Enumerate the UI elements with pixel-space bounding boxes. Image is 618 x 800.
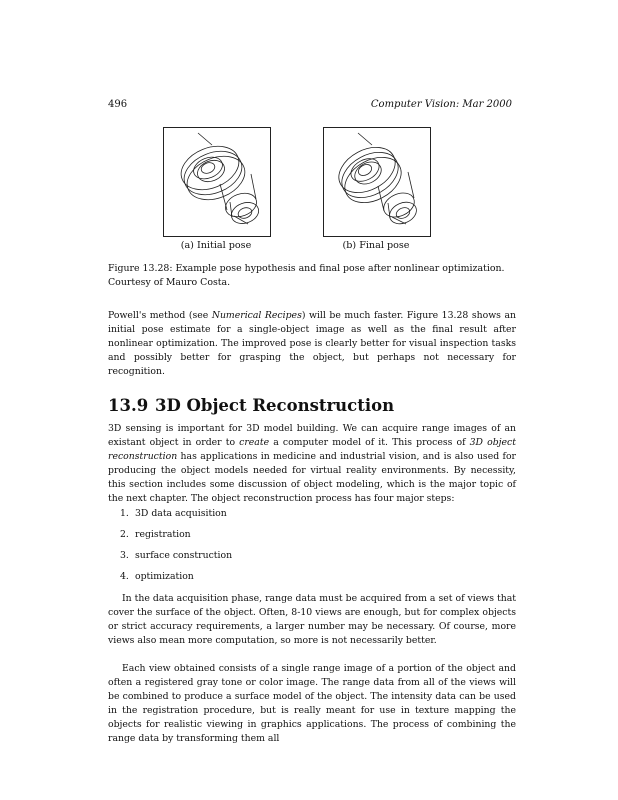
object-drawing-initial [164, 128, 270, 236]
subcaption-final-pose: (b) Final pose [342, 240, 410, 251]
list-item: 1. 3D data acquisition [120, 508, 227, 519]
powell-paragraph: Powell's method (see Numerical Recipes) will be much faster. Figure 13.28 shows an initial pose estimate for a single-object image as well as the final result after nonlinear optimization. The improved pose is clearly better for visual inspection tasks and possibly better for grasping the object, but perhaps not necessary for recognition. [108, 310, 516, 377]
figure-panel-final-pose [323, 127, 431, 237]
book-title: Numerical Recipes [211, 310, 302, 321]
list-item: 4. optimization [120, 571, 194, 582]
object-drawing-final [324, 128, 430, 236]
acquisition-paragraph: In the data acquisition phase, range data must be acquired from a set of views that cover the surface of the object. Often, 8-10 views are enough, but for complex objects or strict accuracy requirements, a larger number may be necessary. Of course, more views also mean more computation, so more is not necessarily better. [108, 593, 516, 646]
running-title: Computer Vision: Mar 2000 [370, 99, 512, 110]
section-number: 13.9 [108, 396, 149, 415]
subcaption-initial-pose: (a) Initial pose [180, 240, 252, 251]
figure-panel-initial-pose [163, 127, 271, 237]
list-item: 2. registration [120, 529, 191, 540]
running-header [108, 99, 512, 113]
figure-caption: Figure 13.28: Example pose hypothesis and final pose after nonlinear optimization. Courtesy of Mauro Costa. [108, 263, 505, 288]
views-paragraph: Each view obtained consists of a single range image of a portion of the object and often a registered gray tone or color image. The range data from all of the views will be combined to produce a surface model of the object. The intensity data can be used in the registration procedure, but is really meant for use in texture mapping the objects for realistic viewing in graphics applications. The process of combining the range data by transforming them all [108, 663, 516, 744]
term-emphasis: 3D object reconstruction [108, 437, 516, 462]
section-title: 3D Object Reconstruction [155, 396, 395, 415]
page-number: 496 [108, 99, 128, 110]
intro-paragraph: 3D sensing is important for 3D model building. We can acquire range images of an existant object in order to create a computer model of it. This process of 3D object reconstruction has applications in medicine and industrial vision, and is also used for producing the object models needed for virtual reality environments. By necessity, this section includes some discussion of object modeling, which is the major topic of the next chapter. The object reconstruction process has four major steps: [108, 423, 516, 504]
section-heading [108, 396, 394, 415]
list-item: 3. surface construction [120, 550, 233, 561]
